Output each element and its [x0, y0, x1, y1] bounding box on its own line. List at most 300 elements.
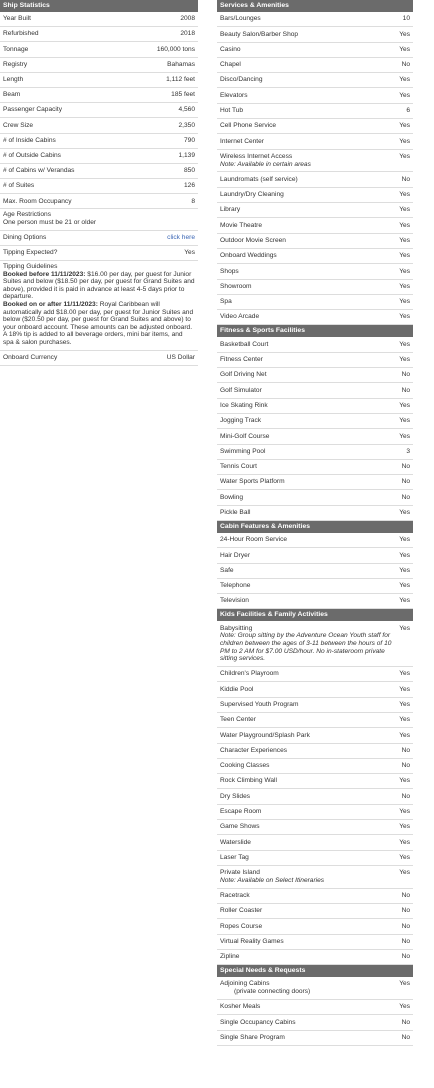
row-label — [220, 716, 399, 724]
row-label-text: Racetrack — [220, 891, 250, 899]
row-value: 790 — [183, 136, 195, 144]
row-value: Yes — [399, 869, 410, 877]
row-label — [220, 138, 399, 146]
row-water-sports-platform — [217, 475, 413, 490]
row-label — [220, 892, 402, 900]
row-label — [220, 762, 402, 770]
row-label — [220, 417, 399, 425]
tipping-before-text: $16.00 per day, per guest for Junior Suites and below ($18.50 per day, per guest for Grand Suites and above), provided it is paid in advance at least 4-5 days prior to departure. — [3, 270, 195, 301]
kids-section — [217, 609, 413, 965]
row-label-text: Golf Driving Net — [220, 371, 267, 379]
row-value: Yes — [399, 340, 410, 348]
row-onboard-weddings — [217, 249, 413, 264]
row-game-shows — [217, 820, 413, 835]
row-label — [220, 298, 399, 306]
row-bowling — [217, 490, 413, 505]
row-value: Yes — [399, 417, 410, 425]
tipping-expected-value: Yes — [184, 249, 195, 257]
row-mini-golf-course — [217, 429, 413, 444]
row-label — [220, 777, 399, 785]
row-value: 8 — [191, 197, 195, 205]
row-label-text: Crew Size — [3, 121, 34, 129]
row-label — [220, 854, 399, 862]
tipping-after-heading: Booked on or after 11/11/2023: — [3, 300, 98, 308]
row-label-text: Roller Coaster — [220, 907, 263, 915]
row-waterslide — [217, 835, 413, 850]
tipping-guidelines — [0, 261, 198, 351]
row-label — [220, 107, 406, 115]
row-zipline — [217, 950, 413, 965]
row-label-text: Registry — [3, 60, 28, 68]
row-of-cabins-w-verandas — [0, 164, 198, 179]
row-label-text: Zipline — [220, 953, 240, 961]
kids-rows — [217, 621, 413, 965]
tipping-before-heading: Booked before 11/11/2023: — [3, 270, 86, 278]
row-label — [220, 552, 399, 560]
row-swimming-pool — [217, 445, 413, 460]
row-label-text: Virtual Reality Games — [220, 937, 284, 945]
row-value: 10 — [402, 15, 410, 23]
row-escape-room — [217, 805, 413, 820]
row-label-text: Single Share Program — [220, 1033, 285, 1041]
row-label — [220, 341, 399, 349]
row-label — [220, 1034, 402, 1042]
row-label-text: Laundry/Dry Cleaning — [220, 191, 284, 199]
row-value: Yes — [399, 236, 410, 244]
row-laser-tag — [217, 851, 413, 866]
row-value: Yes — [399, 624, 410, 632]
row-value: Yes — [399, 45, 410, 53]
row-of-suites — [0, 179, 198, 194]
row-label-text: Passenger Capacity — [3, 106, 63, 114]
ship-statistics-rows — [0, 12, 198, 209]
row-label — [3, 91, 171, 99]
row-value: No — [401, 175, 410, 183]
row-label-text: Game Shows — [220, 823, 260, 831]
row-registry — [0, 58, 198, 73]
fitness-section — [217, 325, 413, 521]
row-label — [220, 582, 399, 590]
row-laundry-dry-cleaning — [217, 188, 413, 203]
row-value: Yes — [399, 91, 410, 99]
row-label — [220, 980, 399, 995]
tipping-expected-row — [0, 246, 198, 261]
row-24-hour-room-service — [217, 533, 413, 548]
row-label-text: Water Playground/Splash Park — [220, 731, 310, 739]
row-ice-skating-rink — [217, 399, 413, 414]
kids-header: Kids Facilities & Family Activities — [217, 609, 413, 621]
row-movie-theatre — [217, 218, 413, 233]
row-value: 6 — [406, 107, 410, 115]
row-kiddie-pool — [217, 682, 413, 697]
row-label-text: Shops — [220, 267, 239, 275]
row-label-text: Basketball Court — [220, 340, 269, 348]
row-tonnage — [0, 42, 198, 57]
row-label — [220, 222, 399, 230]
row-max-room-occupancy — [0, 194, 198, 209]
row-kosher-meals — [217, 1000, 413, 1015]
row-label — [220, 76, 399, 84]
row-label-text: Max. Room Occupancy — [3, 197, 72, 205]
row-label-text: Babysitting — [220, 624, 253, 632]
row-water-playground-splash-park — [217, 728, 413, 743]
row-label — [3, 30, 180, 38]
row-value: Yes — [399, 777, 410, 785]
row-tennis-court — [217, 460, 413, 475]
row-value: No — [401, 937, 410, 945]
row-label-text: Internet Center — [220, 137, 264, 145]
row-label-text: Cell Phone Service — [220, 122, 277, 130]
row-value: Yes — [399, 432, 410, 440]
row-label — [3, 152, 178, 160]
fitness-rows — [217, 337, 413, 521]
row-value: 1,112 feet — [166, 76, 195, 84]
row-value: Bahamas — [167, 60, 195, 68]
row-value: Yes — [399, 191, 410, 199]
row-television — [217, 594, 413, 609]
row-jogging-track — [217, 414, 413, 429]
row-value: Yes — [399, 221, 410, 229]
row-passenger-capacity — [0, 103, 198, 118]
row-label-text: Showroom — [220, 282, 252, 290]
row-label-text: Water Sports Platform — [220, 478, 285, 486]
row-golf-driving-net — [217, 368, 413, 383]
row-label-text: Hot Tub — [220, 107, 244, 115]
row-cell-phone-service — [217, 119, 413, 134]
row-label-text: Escape Room — [220, 808, 262, 815]
row-label — [220, 793, 402, 801]
row-label — [220, 747, 402, 755]
age-restrictions-text: One person must be 21 or older — [3, 219, 97, 227]
row-golf-simulator — [217, 383, 413, 398]
row-wireless-internet-access — [217, 150, 413, 173]
row-note: Note: Available on Select Itineraries — [220, 876, 325, 884]
row-label — [220, 732, 399, 740]
row-value: 126 — [183, 182, 195, 190]
dining-options-link[interactable]: click here — [167, 233, 195, 241]
row-label-text: Swimming Pool — [220, 447, 266, 455]
row-children-s-playroom — [217, 667, 413, 682]
row-pickle-ball — [217, 506, 413, 521]
row-label-text: Laundromats (self service) — [220, 175, 298, 183]
row-label-text: # of Suites — [3, 182, 35, 190]
row-value: Yes — [399, 30, 410, 38]
row-label-text: Disco/Dancing — [220, 76, 263, 84]
row-label-text: Outdoor Movie Screen — [220, 236, 286, 244]
row-label-text: Dry Slides — [220, 792, 251, 800]
row-note: Note: Group sitting by the Adventure Ocean Youth staff for children between the ages of 3-11 between the hours of 10 PM to 2 AM for $7.00 USD/hour. No in-stateroom private sitting services. — [220, 632, 392, 663]
row-single-share-program — [217, 1031, 413, 1046]
row-fitness-center — [217, 353, 413, 368]
row-character-experiences — [217, 744, 413, 759]
row-crew-size — [0, 118, 198, 133]
row-label-text: Rock Climbing Wall — [220, 777, 277, 785]
row-label — [220, 387, 402, 395]
row-disco-dancing — [217, 73, 413, 88]
row-label-text: Onboard Weddings — [220, 252, 277, 260]
row-label-text: Private Island — [220, 869, 260, 877]
row-beauty-salon-barber-shop — [217, 27, 413, 42]
row-teen-center — [217, 713, 413, 728]
row-value: Yes — [399, 853, 410, 861]
row-value: 4,560 — [178, 106, 195, 114]
row-label — [220, 313, 399, 321]
row-value: No — [401, 463, 410, 471]
row-label — [220, 283, 399, 291]
row-value: No — [401, 61, 410, 69]
row-single-occupancy-cabins — [217, 1015, 413, 1030]
row-value: Yes — [399, 551, 410, 559]
row-label-text: Mini-Golf Course — [220, 432, 270, 440]
row-label — [220, 61, 402, 69]
row-label — [3, 61, 167, 69]
row-ropes-course — [217, 919, 413, 934]
tipping-guidelines-after — [3, 301, 195, 347]
row-value: No — [401, 1033, 410, 1041]
row-label-text: Chapel — [220, 61, 241, 69]
row-sublabel: (private connecting doors) — [234, 988, 311, 996]
onboard-currency-row — [0, 351, 198, 366]
row-label-text: Video Arcade — [220, 313, 260, 321]
row-label — [220, 92, 399, 100]
amenities-column — [217, 0, 413, 1046]
ship-statistics-header: Ship Statistics — [0, 0, 198, 12]
row-label — [3, 137, 184, 145]
row-label-text: Adjoining Cabins — [220, 980, 270, 988]
row-label — [220, 567, 399, 575]
row-label-text: Single Occupancy Cabins — [220, 1018, 296, 1026]
ship-statistics-column — [0, 0, 198, 366]
row-label — [220, 536, 399, 544]
row-value: 1,139 — [178, 151, 195, 159]
tipping-guidelines-label: Tipping Guidelines — [3, 263, 58, 270]
special-header: Special Needs & Requests — [217, 965, 413, 977]
row-label — [220, 953, 402, 961]
row-label — [220, 597, 399, 605]
row-label — [220, 463, 402, 471]
row-label-text: # of Cabins w/ Verandas — [3, 167, 75, 175]
row-label-text: Jogging Track — [220, 417, 262, 425]
row-label-text: Bowling — [220, 493, 244, 501]
row-label — [220, 433, 399, 441]
row-value: 160,000 tons — [156, 45, 195, 53]
cabin-section — [217, 521, 413, 609]
row-babysitting — [217, 621, 413, 667]
row-label — [220, 371, 402, 379]
services-header: Services & Amenities — [217, 0, 413, 12]
row-value: 185 feet — [171, 91, 195, 99]
row-label — [3, 122, 178, 130]
row-label — [220, 494, 402, 502]
row-label-text: Length — [3, 76, 24, 84]
row-label — [220, 839, 399, 847]
row-label — [220, 701, 399, 709]
row-label-text: Spa — [220, 298, 232, 306]
row-bars-lounges — [217, 12, 413, 27]
row-label-text: Cooking Classes — [220, 762, 270, 770]
row-label — [220, 191, 399, 199]
row-rock-climbing-wall — [217, 774, 413, 789]
row-label-text: Character Experiences — [220, 746, 288, 754]
row-label — [220, 1003, 399, 1011]
row-label — [3, 182, 184, 190]
row-telephone — [217, 579, 413, 594]
row-label-text: Children's Playroom — [220, 670, 279, 678]
special-section — [217, 965, 413, 1046]
row-value: Yes — [399, 823, 410, 831]
row-value: 2008 — [180, 15, 195, 23]
row-label-text: # of Inside Cabins — [3, 136, 56, 144]
row-label-text: Teen Center — [220, 716, 256, 724]
row-label — [220, 15, 403, 23]
row-virtual-reality-games — [217, 935, 413, 950]
tipping-after-text: Royal Caribbean will automatically add $18.00 per day, per guest for Junior Suites and below ($20.50 per day, per guest for Grand Suites and above) to your onboard account. These amounts can be adjusted onboard. A 18% tip is added to all beverage orders, mini bar items, and spa & salon purchases. — [3, 300, 194, 346]
row-label-text: Telephone — [220, 582, 251, 590]
row-value: No — [401, 922, 410, 930]
row-value: Yes — [399, 122, 410, 130]
row-label — [220, 478, 402, 486]
row-label — [220, 176, 402, 184]
row-value: Yes — [399, 252, 410, 260]
row-label — [220, 686, 399, 694]
special-rows — [217, 977, 413, 1046]
row-label-text: Safe — [220, 566, 234, 574]
row-label-text: Ropes Course — [220, 922, 263, 930]
dining-options-label: Dining Options — [3, 233, 47, 241]
row-safe — [217, 564, 413, 579]
row-value: No — [401, 478, 410, 486]
row-label — [220, 31, 399, 39]
row-value: Yes — [399, 298, 410, 306]
row-value: Yes — [399, 597, 410, 605]
row-dry-slides — [217, 789, 413, 804]
age-restrictions-label: Age Restrictions — [3, 211, 52, 219]
row-label — [3, 198, 191, 206]
row-casino — [217, 43, 413, 58]
row-label-text: Supervised Youth Program — [220, 700, 299, 708]
row-supervised-youth-program — [217, 698, 413, 713]
onboard-currency-label: Onboard Currency — [3, 353, 58, 361]
row-label — [220, 402, 399, 410]
row-label — [220, 356, 399, 364]
row-beam — [0, 88, 198, 103]
tipping-expected-label: Tipping Expected? — [3, 249, 58, 257]
row-value: Yes — [399, 716, 410, 724]
row-value: Yes — [399, 401, 410, 409]
row-refurbished — [0, 27, 198, 42]
row-label-text: Pickle Ball — [220, 508, 251, 516]
row-value: 850 — [183, 167, 195, 175]
row-value: No — [401, 907, 410, 915]
row-of-outside-cabins — [0, 149, 198, 164]
row-value: No — [401, 371, 410, 379]
row-label — [220, 153, 399, 168]
row-value: Yes — [399, 582, 410, 590]
row-spa — [217, 295, 413, 310]
row-value: Yes — [399, 566, 410, 574]
row-basketball-court — [217, 337, 413, 352]
fitness-header: Fitness & Sports Facilities — [217, 325, 413, 337]
row-label-text: Beauty Salon/Barber Shop — [220, 30, 299, 38]
row-value: 2018 — [180, 30, 195, 38]
row-cooking-classes — [217, 759, 413, 774]
row-value: No — [401, 953, 410, 961]
row-label — [220, 46, 399, 54]
row-label — [3, 15, 180, 23]
row-label — [220, 907, 402, 915]
row-value: 2,350 — [178, 121, 195, 129]
row-value: No — [401, 891, 410, 899]
row-roller-coaster — [217, 904, 413, 919]
row-label — [3, 76, 166, 84]
row-label — [220, 448, 406, 456]
row-label-text: Laser Tag — [220, 853, 249, 861]
row-label-text: Television — [220, 597, 249, 605]
row-private-island — [217, 866, 413, 889]
row-value: Yes — [399, 76, 410, 84]
row-label-text: Bars/Lounges — [220, 15, 261, 23]
row-label-text: Ice Skating Rink — [220, 401, 268, 409]
age-restrictions — [0, 209, 198, 230]
row-label-text: Library — [220, 206, 241, 214]
row-year-built — [0, 12, 198, 27]
row-label — [220, 509, 399, 517]
row-label-text: # of Outside Cabins — [3, 151, 61, 159]
row-value: Yes — [399, 508, 410, 516]
row-adjoining-cabins — [217, 977, 413, 1000]
row-value: No — [401, 493, 410, 501]
row-value: Yes — [399, 267, 410, 275]
row-value: Yes — [399, 685, 410, 693]
row-value: Yes — [399, 700, 410, 708]
row-label — [220, 1019, 402, 1027]
row-value: Yes — [399, 731, 410, 739]
row-label — [220, 808, 399, 816]
row-label-text: Fitness Center — [220, 356, 263, 364]
row-label-text: Refurbished — [3, 30, 39, 38]
row-hair-dryer — [217, 548, 413, 563]
row-showroom — [217, 280, 413, 295]
row-label — [3, 167, 184, 175]
row-label — [220, 923, 402, 931]
row-label — [220, 869, 399, 884]
row-label — [3, 106, 178, 114]
row-library — [217, 203, 413, 218]
row-label — [220, 252, 399, 260]
row-label — [220, 823, 399, 831]
row-label — [220, 938, 402, 946]
services-rows — [217, 12, 413, 325]
row-value: Yes — [399, 838, 410, 846]
row-label — [3, 46, 157, 54]
onboard-currency-value: US Dollar — [166, 353, 195, 361]
row-label — [220, 670, 399, 678]
row-label-text: Beam — [3, 91, 21, 99]
cabin-header: Cabin Features & Amenities — [217, 521, 413, 533]
row-value: Yes — [399, 808, 410, 815]
row-elevators — [217, 88, 413, 103]
row-outdoor-movie-screen — [217, 234, 413, 249]
row-value: Yes — [399, 980, 410, 988]
row-value: No — [401, 762, 410, 770]
row-label — [220, 625, 399, 663]
row-value: No — [401, 792, 410, 800]
row-note: Note: Available in certain areas — [220, 160, 311, 168]
row-value: Yes — [399, 670, 410, 678]
row-label-text: Casino — [220, 45, 241, 53]
row-label — [220, 237, 399, 245]
row-value: Yes — [399, 206, 410, 214]
